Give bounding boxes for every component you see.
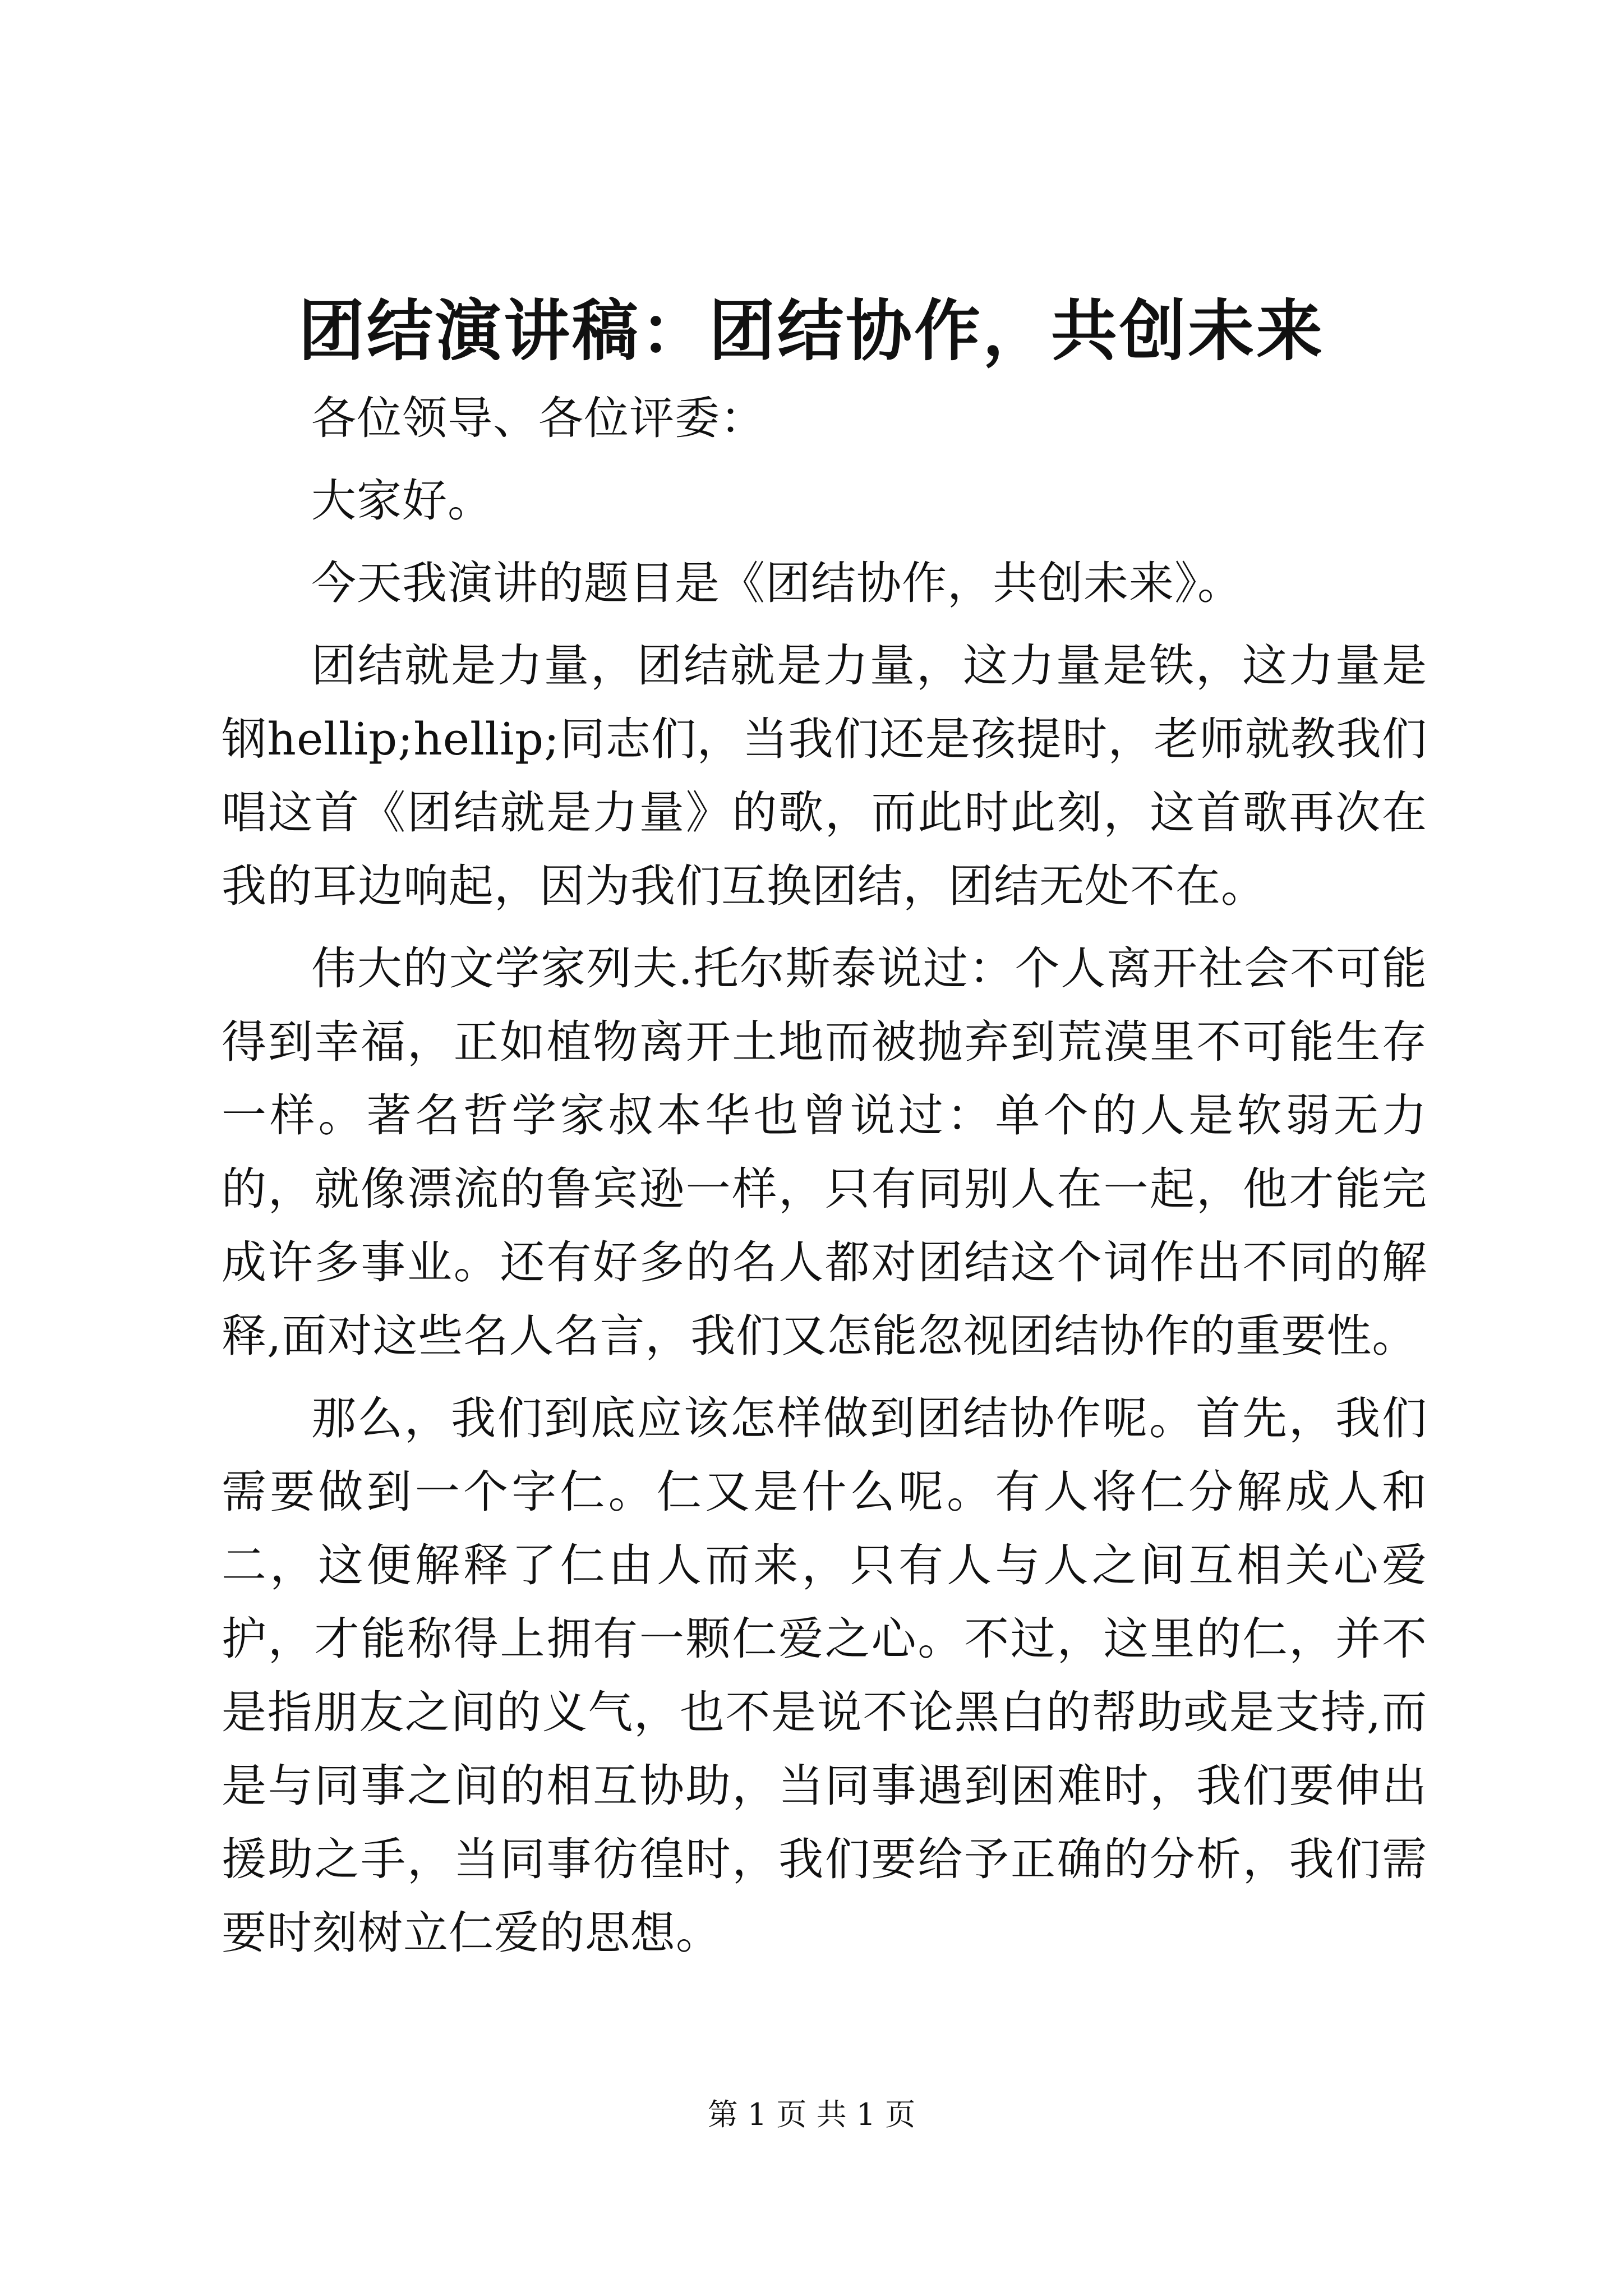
page-footer: 第 1 页 共 1 页: [707, 2097, 916, 2132]
topic-paragraph: 今天我演讲的题目是《团结协作，共创未来》。: [311, 557, 1243, 609]
salutation-paragraph: 各位领导、各位评委：: [311, 392, 766, 444]
document-body: [222, 381, 1427, 1978]
greeting-paragraph: 大家好。: [311, 475, 493, 527]
body-paragraph: 伟大的文学家列夫.托尔斯泰说过：个人离开社会不可能得到幸福，正如植物离开土地而被抛弃到荒漠里不可能生存一样。著名哲学家叔本华也曾说过：单个的人是软弱无力的，就像漂流的鲁宾逊一样，只有同别人在一起，他才能完成许多事业。还有好多的名人都对团结这个词作出不同的解释,面对这些名人名言，我们又怎能忽视团结协作的重要性。: [222, 942, 1427, 1362]
body-paragraph: 团结就是力量，团结就是力量，这力量是铁，这力量是钢hellip;hellip;同志们，当我们还是孩提时，老师就教我们唱这首《团结就是力量》的歌，而此时此刻，这首歌再次在我的耳边响起，因为我们互换团结，团结无处不在。: [222, 639, 1427, 912]
body-paragraph: 那么，我们到底应该怎样做到团结协作呢。首先，我们需要做到一个字仁。仁又是什么呢。有人将仁分解成人和二，这便解释了仁由人而来，只有人与人之间互相关心爱护，才能称得上拥有一颗仁爱之心。不过，这里的仁，并不是指朋友之间的义气，也不是说不论黑白的帮助或是支持,而是与同事之间的相互协助，当同事遇到困难时，我们要伸出援助之手，当同事彷徨时，我们要给予正确的分析，我们需要时刻树立仁爱的思想。: [222, 1392, 1427, 1959]
document-title: 团结演讲稿：团结协作，共创未来: [298, 292, 1325, 370]
